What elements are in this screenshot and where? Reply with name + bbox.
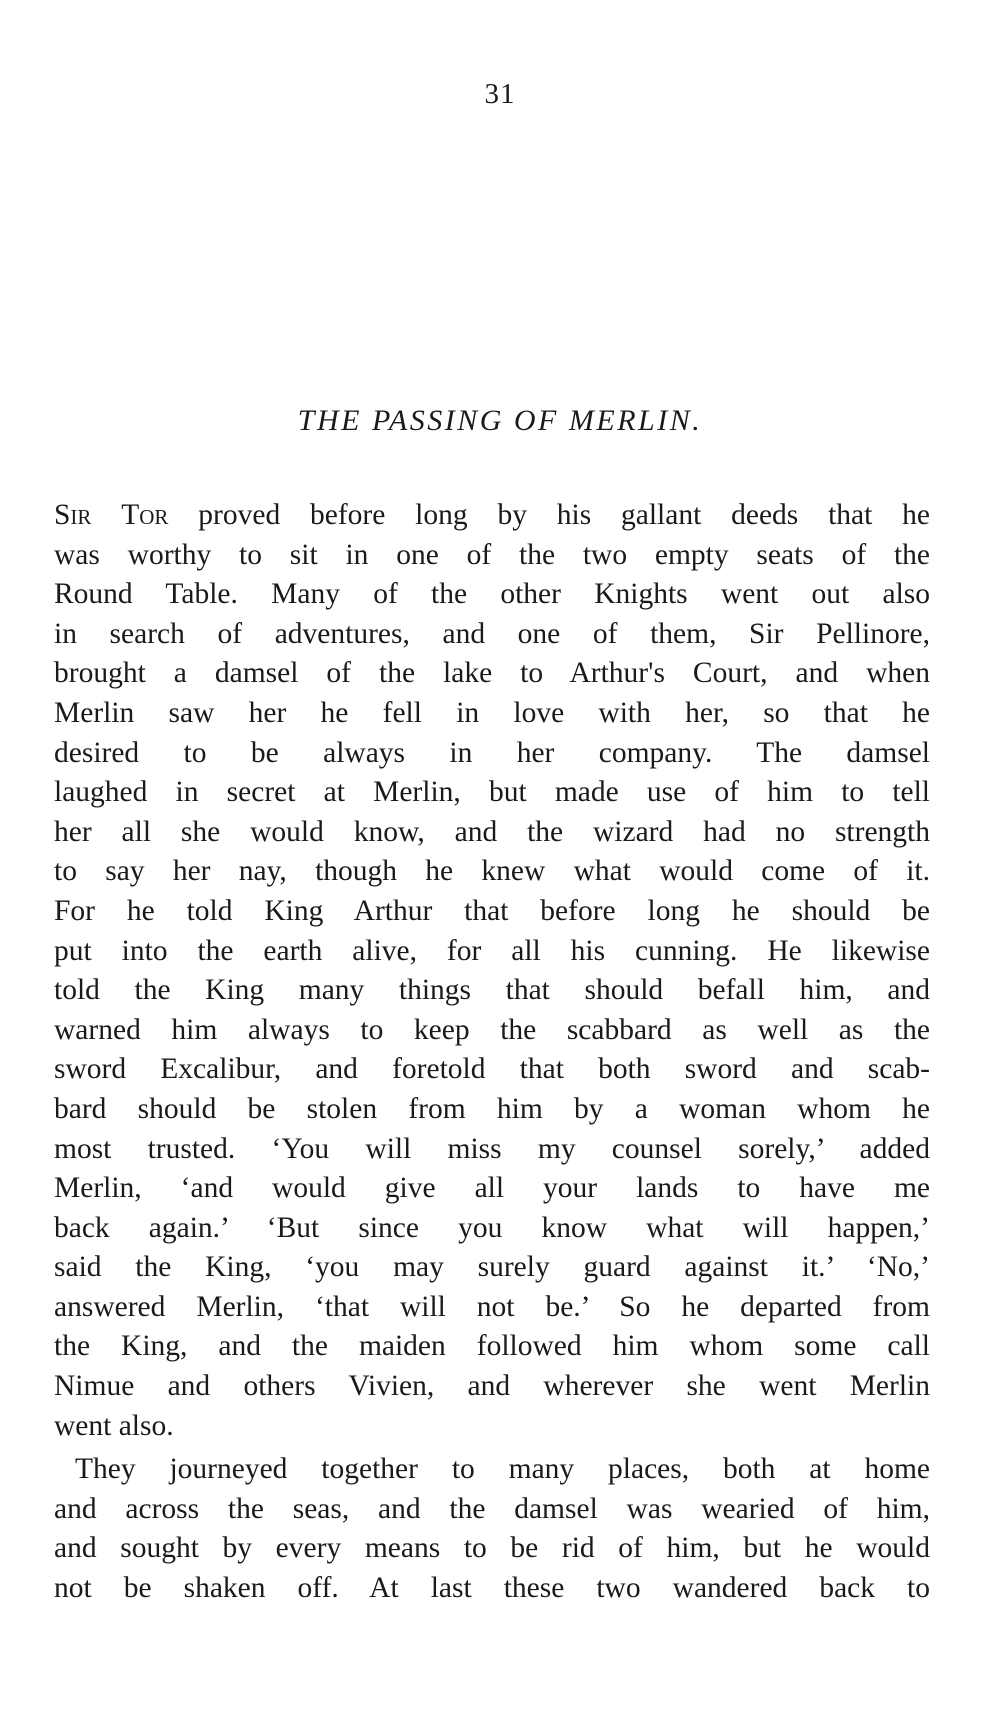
text-line: and across the seas, and the damsel was wearied of him, (54, 1492, 930, 1525)
body-text (54, 496, 930, 1609)
text-line: told the King many things that should befall him, and (54, 974, 930, 1007)
text-line: said the King, ‘you may surely guard against it.’ ‘No,’ (54, 1251, 930, 1284)
text-line: and sought by every means to be rid of him, but he would (54, 1532, 930, 1565)
paragraph-1 (54, 496, 930, 1446)
text-line (54, 496, 930, 536)
text-line: to say her nay, though he knew what would come of it. (54, 855, 930, 888)
text-line: They journeyed together to many places, both at home (75, 1453, 930, 1486)
text-line: sword Excalibur, and foretold that both sword and scab- (54, 1053, 930, 1086)
text-line: bard should be stolen from him by a woman whom he (54, 1092, 930, 1125)
text-line: not be shaken off. At last these two wandered back to (54, 1572, 930, 1605)
text-line-fragment: proved before long by his gallant deeds that he (168, 499, 930, 531)
page-number: 31 (484, 78, 516, 110)
text-line: For he told King Arthur that before long he should be (54, 894, 930, 927)
text-line: put into the earth alive, for all his cunning. He likewise (54, 934, 930, 967)
text-line: most trusted. ‘You will miss my counsel sorely,’ added (54, 1132, 930, 1165)
drop-word-tor: Tor (121, 499, 169, 531)
text-line: Merlin, ‘and would give all your lands to have me (54, 1172, 930, 1205)
text-line: Merlin saw her he fell in love with her, so that he (54, 696, 930, 729)
text-line: Nimue and others Vivien, and wherever she went Merlin (54, 1370, 930, 1403)
text-line: laughed in secret at Merlin, but made use of him to tell (54, 776, 930, 809)
text-line: desired to be always in her company. The damsel (54, 736, 930, 769)
drop-word-sir: Sir (54, 499, 92, 531)
text-line: her all she would know, and the wizard had no strength (54, 815, 930, 848)
text-line: was worthy to sit in one of the two empty seats of the (54, 538, 930, 571)
text-line: went also. (54, 1409, 174, 1442)
text-line: in search of adventures, and one of them, Sir Pellinore, (54, 617, 930, 650)
text-line: brought a damsel of the lake to Arthur's Court, and when (54, 657, 930, 690)
text-line: the King, and the maiden followed him whom some call (54, 1330, 930, 1363)
text-line: answered Merlin, ‘that will not be.’ So he departed from (54, 1290, 930, 1323)
text-line: back again.’ ‘But since you know what will happen,’ (54, 1211, 930, 1244)
text-line: Round Table. Many of the other Knights went out also (54, 578, 930, 611)
text-line: warned him always to keep the scabbard as well as the (54, 1013, 930, 1046)
paragraph-2 (54, 1450, 930, 1608)
chapter-title: THE PASSING OF MERLIN. (297, 404, 703, 437)
